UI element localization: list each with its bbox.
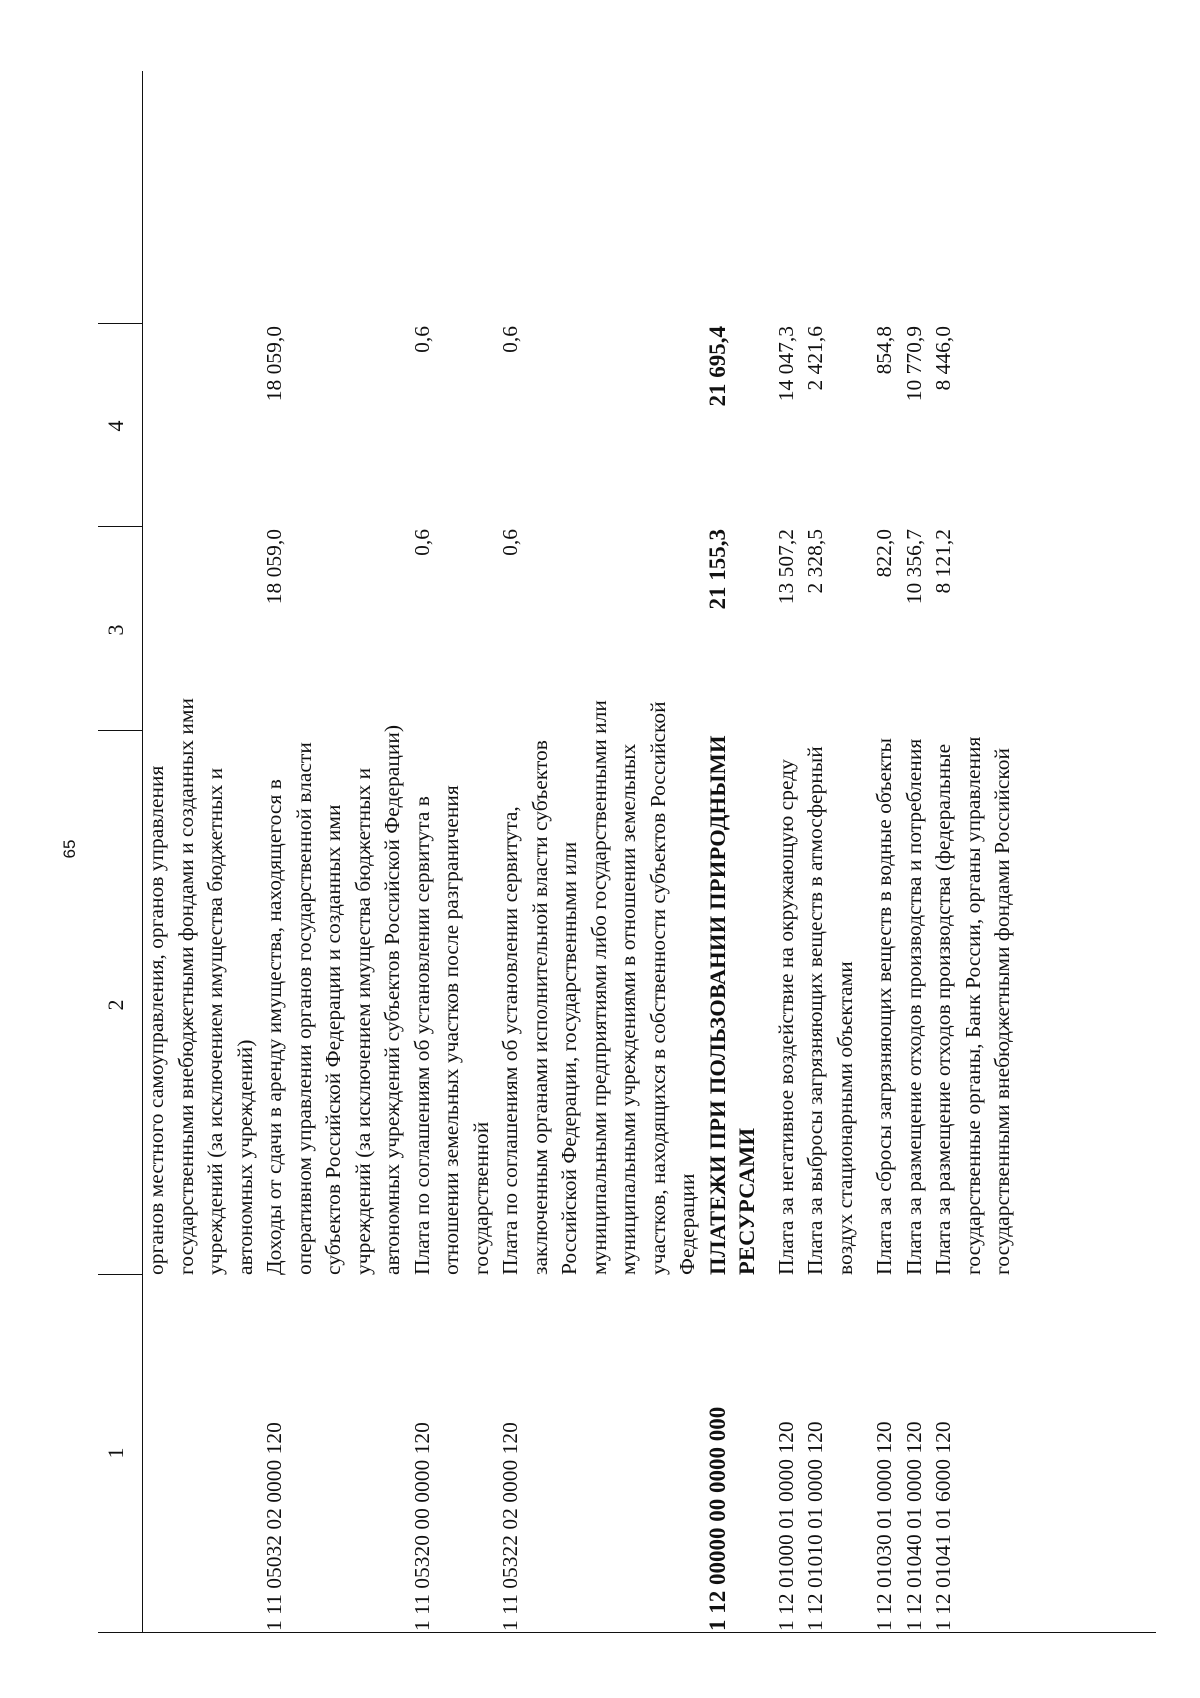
description-line: ПЛАТЕЖИ ПРИ ПОЛЬЗОВАНИИ ПРИРОДНЫМИ [704,735,730,1275]
amount-col-3: 8 121,2 [931,529,955,594]
budget-code: 1 12 00000 00 0000 000 [704,1406,730,1631]
description-line: РЕСУРСАМИ [734,1127,759,1275]
table-row [703,71,762,1633]
revenue-description [703,731,762,1275]
budget-code: 1 12 01030 01 0000 120 [872,1421,896,1631]
description-line: государственными внебюджетными фондами и созданных ими [173,697,198,1275]
header-divider-3 [98,526,142,527]
revenue-description [929,731,1018,1275]
amount-col-3: 0,6 [498,529,522,556]
description-line: государственными внебюджетными фондами Российской [990,747,1014,1275]
header-divider-1 [98,1274,142,1275]
amount-col-3: 10 356,7 [901,529,926,605]
amount-col-4: 21 695,4 [704,326,730,407]
page-number: 65 [60,839,79,859]
description-line: Плата за размещение отходов производства (федеральные [931,743,955,1275]
amount-col-4: 854,8 [872,326,896,375]
budget-code: 1 11 05032 02 0000 120 [262,1422,286,1631]
header-divider-2 [98,730,142,731]
header-col-4: 4 [103,420,128,432]
table-row [772,71,802,1633]
budget-revenue-table [98,71,1156,1633]
revenue-description [260,724,408,1275]
revenue-description [496,700,703,1275]
amount-col-4: 0,6 [498,326,522,353]
table-row [408,71,497,1633]
row-spacer [860,71,870,1633]
description-line: Плата за размещение отходов производства и потребления [901,738,926,1275]
revenue-description [142,697,260,1275]
description-line: государственной [468,1121,493,1275]
description-line: воздух стационарными объектами [832,961,857,1275]
description-line: органов местного самоуправления, органов управления [144,765,168,1275]
amount-col-4: 0,6 [409,326,434,353]
description-line: учреждений (за исключением имущества бюджетных и [203,767,227,1275]
description-line: Федерации [675,1173,699,1275]
revenue-description [900,731,930,1275]
amount-col-3: 0,6 [409,529,434,556]
budget-code: 1 12 01000 01 0000 120 [773,1421,798,1631]
description-line: участков, находящихся в собственности субъектов Российской [645,701,670,1275]
description-line: муниципальными учреждениями в отношении земельных [616,743,640,1275]
header-col-1: 1 [103,1447,128,1459]
revenue-description [870,731,900,1275]
budget-code: 1 12 01010 01 0000 120 [803,1421,827,1631]
description-line: отношении земельных участков после разграничения [439,785,463,1275]
budget-code: 1 11 05322 02 0000 120 [498,1422,522,1631]
table-header-row [98,71,143,1633]
amount-col-3: 18 059,0 [262,529,286,605]
amount-col-3: 13 507,2 [773,529,798,605]
amount-col-4: 18 059,0 [262,326,286,402]
header-col-3: 3 [103,624,128,636]
description-line: Российской Федерации, государственными или [557,841,581,1275]
description-line: Плата за выбросы загрязняющих веществ в атмосферный [803,746,827,1275]
amount-col-4: 14 047,3 [773,326,798,402]
description-line: муниципальными предприятиями либо государственными или [586,700,611,1275]
amount-col-4: 2 421,6 [803,326,827,391]
table-body [142,71,1018,1633]
header-right-border [98,323,142,324]
row-spacer [762,71,772,1633]
amount-col-3: 2 328,5 [803,529,827,594]
description-line: Плата по соглашениям об установлении сервитута, [498,806,522,1275]
table-row [142,71,260,1633]
revenue-description [801,731,860,1275]
description-line: заключенным органами исполнительной власти субъектов [527,740,552,1275]
table-row [929,71,1018,1633]
amount-col-3: 822,0 [872,529,896,578]
table-row [496,71,703,1633]
description-line: автономных учреждений субъектов Российской Федерации) [380,724,404,1275]
revenue-description [408,731,497,1275]
budget-code: 1 11 05320 00 0000 120 [409,1422,434,1631]
description-line: Доходы от сдачи в аренду имущества, находящегося в [262,779,286,1275]
table-row [801,71,860,1633]
description-line: государственные органы, Банк России, органы управления [960,736,985,1275]
amount-col-3: 21 155,3 [704,529,730,610]
budget-code: 1 12 01041 01 6000 120 [931,1421,955,1631]
description-line: Плата за сбросы загрязняющих веществ в водные объекты [872,738,896,1275]
description-line: Плата за негативное воздействие на окружающую среду [773,759,798,1275]
revenue-description [772,731,802,1275]
description-line: Плата по соглашениям об установлении сервитута в [409,796,434,1275]
amount-col-4: 10 770,9 [901,326,926,402]
description-line: учреждений (за исключением имущества бюджетных и [350,767,375,1275]
amount-col-4: 8 446,0 [931,326,955,391]
description-line: субъектов Российской Федерации и созданных ими [321,804,345,1275]
description-line: оперативном управлении органов государственной власти [291,742,316,1275]
header-col-2: 2 [103,999,128,1011]
table-row [870,71,900,1633]
table-row [900,71,930,1633]
budget-code: 1 12 01040 01 0000 120 [901,1421,926,1631]
table-row [260,71,408,1633]
description-line: автономных учреждений) [232,1039,257,1275]
